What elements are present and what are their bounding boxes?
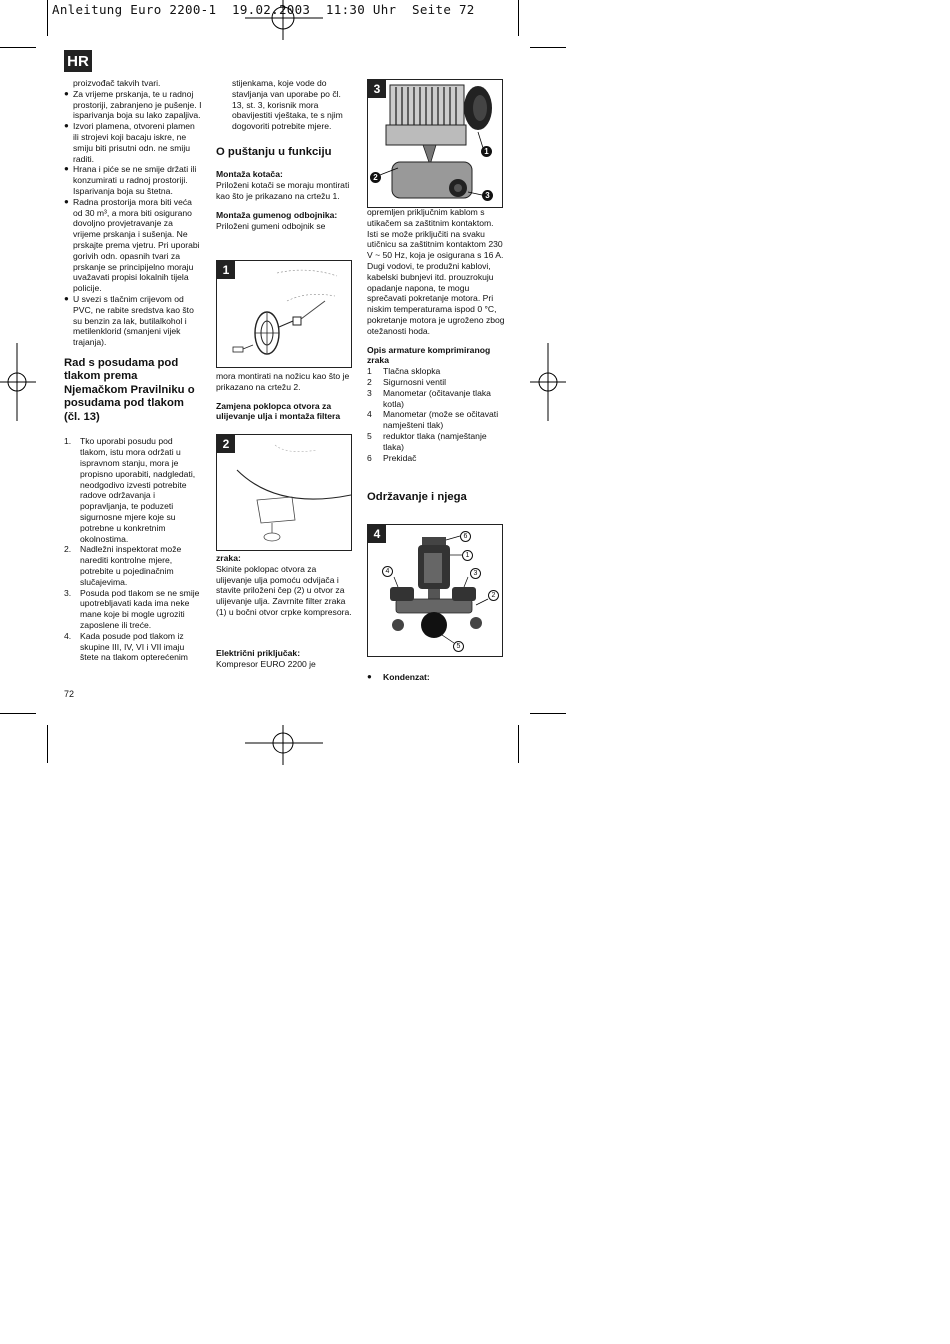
list-item: [64, 544, 202, 587]
crop-mark: [47, 0, 48, 36]
paragraph: opremljen priključnim kablom s utikačem sa zaštitnim kontaktom. Isti se može priključiti na svaku utičnicu sa zaštitnim kontaktom 230 V ~ 50 Hz, koja je osigurana s 16 A. Dugi vodovi, te produžni kablovi, kabelski bubnjevi itd. prouzrokuju opadanje napona, te mogu sprečavati pokretanje motora. Pri niskim temperaturama ispod 0 °C, pokretanje motora je ugroženo zbog otežanosti hoda.: [367, 207, 505, 336]
figure-number: 4: [368, 525, 386, 543]
list-number: 4: [367, 409, 372, 420]
callout-5: 5: [453, 641, 464, 652]
list-item: [367, 388, 505, 410]
paragraph: mora montirati na nožicu kao što je prikazano na crtežu 2.: [216, 371, 350, 392]
list-item: [367, 431, 505, 453]
fittings-illustration: [368, 525, 502, 656]
registration-mark-left: [0, 343, 36, 421]
header-title: Anleitung Euro 2200-1: [52, 2, 217, 17]
section-heading: O puštanju u funkciju: [216, 145, 332, 158]
paragraph: Skinite poklopac otvora za ulijevanje ulja pomoću odvijača i stavite priloženi čep (2) u otvor za ulijevanje ulja. Zavrnite filter zraka (1) u bočni otvor crpke kompresora.: [216, 563, 352, 617]
callout-2: 2: [488, 590, 499, 601]
paragraph: proizvođač takvih tvari.: [73, 78, 161, 88]
section-heading: Održavanje i njega: [367, 491, 467, 504]
crop-mark: [530, 47, 566, 48]
column-left: [64, 78, 202, 663]
bullet-item: ● Kondenzat:: [367, 672, 505, 683]
figure-1: [216, 260, 352, 368]
list-item: [367, 377, 505, 388]
callout-1: 1: [481, 146, 492, 157]
crop-mark: [47, 725, 48, 763]
list-number: 5: [367, 430, 372, 441]
crop-mark: [0, 713, 36, 714]
list-text: reduktor tlaka (namještanje tlaka): [383, 430, 487, 452]
bullet-item: ● Izvori plamena, otvoreni plamen ili strojevi koji bacaju iskre, ne smiju biti prisutni odn. ne smiju raditi.: [64, 121, 202, 164]
list-number: 3.: [64, 587, 72, 598]
list-text: Sigurnosni ventil: [383, 376, 447, 387]
paragraph: Priloženi gumeni odbojnik se: [216, 220, 326, 231]
subheading: zraka:: [216, 553, 241, 563]
list-number: 1.: [64, 436, 72, 447]
list-text: Posuda pod tlakom se ne smije upotrebljavati kada ima neke mane koje bi mogle ugroziti zaposlene ili treće.: [80, 587, 200, 630]
callout-3: 3: [482, 190, 493, 201]
figure-2: [216, 434, 352, 551]
list-item: [367, 409, 505, 431]
callout-2: 2: [370, 172, 381, 183]
list-number: 4.: [64, 630, 72, 641]
bullet-item: ● U svezi s tlačnim crijevom od PVC, ne rabite sredstva kao što su benzin za lak, butilalkohol i metilenklorid (smanjeni vijek trajanja).: [64, 294, 202, 348]
list-text: Prekidač: [383, 452, 417, 463]
list-number: 3: [367, 387, 372, 398]
figure-number: 2: [217, 435, 235, 453]
list-item: [64, 631, 202, 663]
crop-mark: [0, 47, 36, 48]
crop-mark: [530, 713, 566, 714]
list-number: 2.: [64, 544, 72, 555]
subheading: Zamjena poklopca otvora za ulijevanje ulja i montaža filtera: [216, 400, 341, 422]
section-heading: Rad s posudama pod tlakom prema Njemačkom Pravilniku o posudama pod tlakom (čl. 13): [64, 356, 195, 423]
column-middle-top: [216, 78, 353, 231]
registration-mark-top: [245, 0, 323, 42]
list-number: 6: [367, 452, 372, 463]
subheading: Električni priključak:: [216, 647, 301, 658]
callout-6: 6: [460, 531, 471, 542]
paragraph: Priloženi kotači se moraju montirati kao što je prikazano na crtežu 1.: [216, 180, 350, 202]
registration-mark-bottom: [245, 725, 323, 765]
list-number: 2: [367, 376, 372, 387]
column-right: [367, 207, 505, 505]
header-page: Seite 72: [412, 2, 475, 17]
registration-mark-right: [530, 343, 566, 421]
subheading: Montaža kotača:: [216, 169, 283, 180]
crop-mark: [518, 725, 519, 763]
figure-number: 3: [368, 80, 386, 98]
bullet-item: ● Za vrijeme prskanja, te u radnoj prostoriji, zabranjeno je pušenje. I isparivanja boja su lako zapaljiva.: [64, 89, 202, 121]
condensate-line: [367, 672, 505, 683]
bullet-item: ● Hrana i piće se ne smije držati ili konzumirati u radnoj prostoriji. Isparivanja boja su štetna.: [64, 164, 202, 196]
header-date: 19.02.2003: [232, 2, 311, 17]
wheel-illustration: [217, 261, 351, 367]
list-item: [64, 588, 202, 631]
callout-3: 3: [470, 568, 481, 579]
figure-number: 1: [217, 261, 235, 279]
column-middle-bottom: [216, 553, 353, 669]
list-text: Nadležni inspektorat može narediti kontrolne mjere, potrebite u pojedinačnim slučajevima.: [80, 544, 182, 587]
callout-1: 1: [462, 550, 473, 561]
paragraph: stijenkama, koje vode do stavljanja van uporabe po čl. 13, st. 3, korisnik mora obavijestiti vještaka, te s njim dogovoriti potrebite mjere.: [232, 78, 343, 132]
figure-4: [367, 524, 503, 657]
bullet-item: ● Radna prostorija mora biti veća od 30 m³, a mora biti osigurano dovoljno provjetravanje za vrijeme prskanja i sušenja. Ne prskajte prema vjetru. Pri uporabi gorivih odn. opasnih tvari za prskanje se principijelno moraju uvažavati propisi lokalnih tijela policije.: [64, 197, 202, 294]
language-badge: HR: [64, 50, 92, 72]
list-text: Manometar (očitavanje tlaka kotla): [383, 387, 491, 409]
list-item: [367, 453, 505, 464]
compressor-pump-illustration: [368, 80, 502, 207]
figure-3: [367, 79, 503, 208]
list-text: Manometar (može se očitavati namješteni tlak): [383, 409, 499, 431]
column-middle-mid: [216, 371, 353, 422]
paragraph: Kompresor EURO 2200 je: [216, 658, 316, 669]
list-number: 1: [367, 366, 372, 377]
list-text: Tlačna sklopka: [383, 366, 441, 377]
list-item: [64, 436, 202, 544]
subheading: Opis armature komprimiranog zraka: [367, 344, 491, 366]
subheading: Montaža gumenog odbojnika:: [216, 209, 338, 220]
list-text: Kada posude pod tlakom iz skupine III, IV, VI i VII imaju štete na tlakom opterećenim: [80, 630, 188, 663]
page-number: 72: [64, 689, 75, 699]
list-item: [367, 366, 505, 377]
callout-4: 4: [382, 566, 393, 577]
list-text: Tko uporabi posudu pod tlakom, istu mora održati u ispravnom stanju, mora je propisno uporabiti, nadgledati, neodgodivo izvesti potrebite radove održavanja i popravljanja, te poduzeti sigurnosne mjere koje su potrebne u konkretnim okolnostima.: [80, 436, 196, 544]
crop-mark: [518, 0, 519, 36]
foot-illustration: [217, 435, 351, 550]
header-time: 11:30 Uhr: [325, 2, 397, 17]
